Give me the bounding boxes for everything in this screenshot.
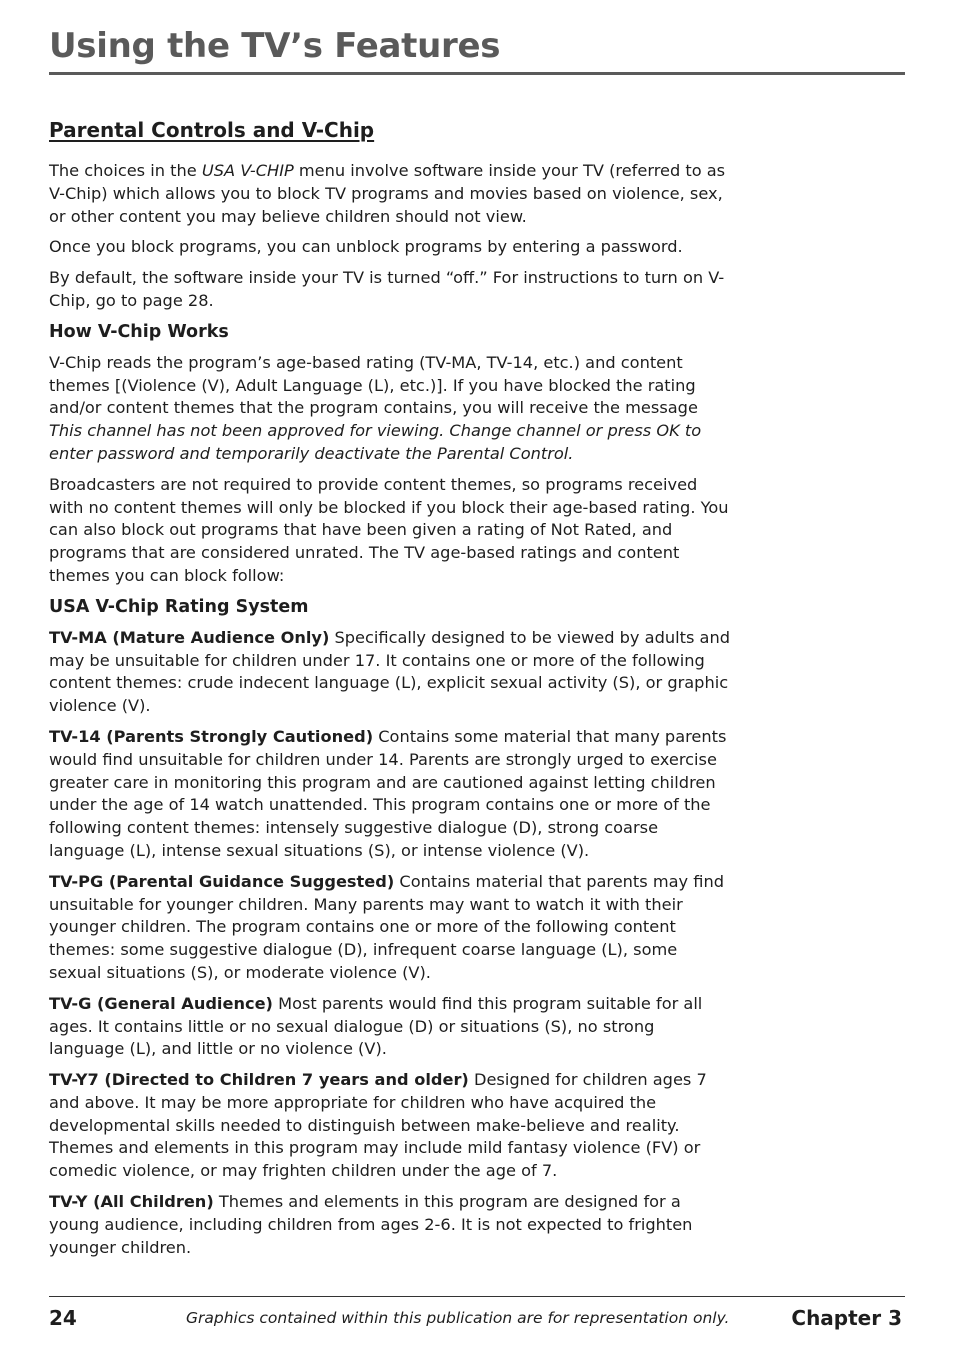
unblock-paragraph: Once you block programs, you can unblock programs by entering a password. <box>49 237 683 257</box>
how-text: V-Chip reads the program’s age-based rating (TV-MA, TV-14, etc.) and content themes [(Violence (V), Adult Language (L), etc.)]. If you have blocked the rating and/or content themes that the program contains, you will receive the message <box>49 352 698 418</box>
rating-text: Designed for children ages 7 and above. It may be more appropriate for children who have acquired the developmental skills needed to distinguish between make-believe and reality. Themes and elements in this program may include mild fantasy violence (FV) or comedic violence, or may frighten children under the age of 7. <box>49 1070 707 1181</box>
intro-paragraph <box>49 160 731 228</box>
page-title: Using the TV’s Features <box>49 26 501 66</box>
footer-note: Graphics contained within this publication are for representation only. <box>186 1309 730 1327</box>
rating-tv-g <box>49 993 731 1061</box>
rating-text: Most parents would find this program suitable for all ages. It contains little or no sexual dialogue (D) or situations (S), no strong language (L), and little or no violence (V). <box>49 993 703 1059</box>
rating-term: TV-14 (Parents Strongly Cautioned) <box>49 726 374 746</box>
rating-tv-14 <box>49 726 731 863</box>
rating-tv-y7 <box>49 1069 731 1183</box>
default-paragraph: By default, the software inside your TV is turned “off.” For instructions to turn on V-Chip, go to page 28. <box>49 268 725 310</box>
rating-tv-y <box>49 1191 731 1259</box>
how-paragraph <box>49 352 731 466</box>
chapter-label: Chapter 3 <box>791 1306 902 1330</box>
menu-name: USA V-CHIP <box>201 161 294 180</box>
rating-text: Contains material that parents may find unsuitable for younger children. Many parents may want to watch it with their younger children. The program contains one or more of the following content themes: some suggestive dialogue (D), infrequent coarse language (L), some sexual situations (S), or moderate violence (V). <box>49 871 724 982</box>
rating-tv-ma <box>49 627 731 718</box>
rating-text: Specifically designed to be viewed by adults and may be unsuitable for children under 17. It contains one or more of the following content themes: crude indecent language (L), explicit sexual activity (S), or graphic violence (V). <box>49 627 730 716</box>
footer-divider <box>49 1296 905 1297</box>
rating-term: TV-Y (All Children) <box>49 1192 214 1212</box>
rating-system-heading: USA V-Chip Rating System <box>49 596 309 617</box>
intro-after: menu involve software inside your TV (referred to as V-Chip) which allows you to block TV programs and movies based on violence, sex, or other content you may believe children should not view. <box>49 161 726 226</box>
rating-term: TV-Y7 (Directed to Children 7 years and older) <box>49 1070 469 1090</box>
rating-tv-pg <box>49 871 731 985</box>
page-number: 24 <box>49 1306 77 1330</box>
rating-text: Themes and elements in this program are designed for a young audience, including children from ages 2-6. It is not expected to frighten younger children. <box>49 1192 693 1257</box>
intro-before: The choices in the <box>49 161 202 180</box>
header-divider <box>49 72 905 75</box>
rating-text: Contains some material that many parents would find unsuitable for children under 14. Parents are strongly urged to exercise greater care in monitoring this program and are cautioned against letting children under the age of 14 watch unattended. This program contains one or more of the following content themes: intensely suggestive dialogue (D), strong coarse language (L), intense sexual situations (S), or intense violence (V). <box>49 726 727 860</box>
rating-term: TV-PG (Parental Guidance Suggested) <box>49 871 395 891</box>
how-vchip-works-heading: How V-Chip Works <box>49 321 229 342</box>
section-title: Parental Controls and V-Chip <box>49 118 375 142</box>
rating-term: TV-G (General Audience) <box>49 993 273 1013</box>
main-content <box>49 118 731 1267</box>
rating-term: TV-MA (Mature Audience Only) <box>49 627 330 647</box>
broadcasters-paragraph: Broadcasters are not required to provide content themes, so programs received with no content themes will only be blocked if you block their age-based rating. You can also block out programs that have been given a rating of Not Rated, and programs that are considered unrated. The TV age-based ratings and content themes you can block follow: <box>49 474 729 585</box>
block-message: This channel has not been approved for viewing. Change channel or press OK to enter password and temporarily deactivate the Parental Control. <box>49 421 702 463</box>
